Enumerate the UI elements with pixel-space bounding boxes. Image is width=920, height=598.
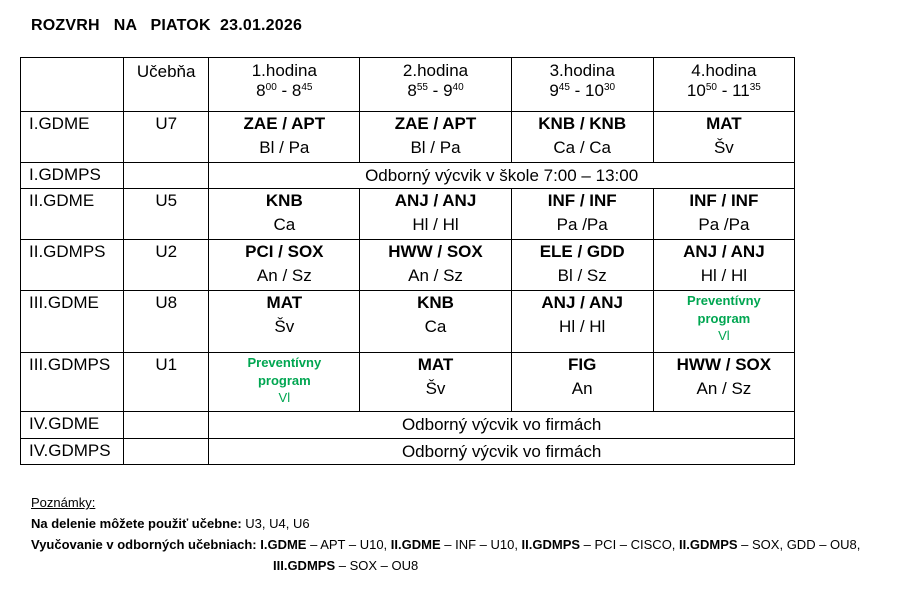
room-cell: U7: [124, 112, 209, 163]
notes-segment: II.GDMPS: [679, 537, 738, 552]
class-name: II.GDMPS: [21, 240, 124, 291]
lesson-teacher: Bl / Pa: [259, 138, 310, 157]
lesson-cell: [209, 189, 360, 240]
lesson-cell: [360, 240, 511, 291]
lesson-teacher: Ca: [424, 317, 447, 336]
notes-line-classrooms: [31, 513, 860, 534]
class-row: [21, 353, 795, 412]
period-end-hour: 11: [732, 81, 750, 100]
period-start-hour: 10: [686, 81, 706, 100]
lesson-cell: [209, 240, 360, 291]
room-cell: U2: [124, 240, 209, 291]
period-end-min: 45: [301, 82, 313, 93]
lesson-subject: INF / INF: [689, 191, 759, 210]
notes-line-specialized: [31, 534, 860, 555]
lesson-subject: ZAE / APT: [243, 114, 326, 133]
period-end-hour: 9: [443, 81, 453, 100]
notes-section: [31, 492, 860, 576]
schedule-table: [20, 57, 795, 465]
notes-segment: – SOX – OU8: [335, 558, 419, 573]
room-cell: [124, 412, 209, 439]
period-name: 3.hodina: [549, 61, 615, 80]
lesson-teacher: Hl / Hl: [559, 317, 606, 336]
period-time: $9^{45} - 10^{30}$: [549, 81, 616, 100]
lesson-subject: ANJ / ANJ: [683, 242, 765, 261]
period-start-min: 55: [416, 82, 428, 93]
lesson-cell: [653, 291, 794, 353]
period-time: $8^{55} - 9^{40}$: [407, 81, 464, 100]
period-start-min: 50: [705, 82, 717, 93]
span-note-cell: Odborný výcvik v škole 7:00 – 13:00: [209, 163, 795, 189]
period-start-hour: 8: [407, 81, 417, 100]
period-start-hour: 8: [256, 81, 266, 100]
header-period-2: [360, 58, 511, 112]
notes-segment: – APT – U10,: [306, 537, 391, 552]
class-name: IV.GDMPS: [21, 439, 124, 465]
lesson-teacher: Bl / Sz: [557, 266, 607, 285]
lesson-cell: [511, 112, 653, 163]
lesson-teacher: Vl: [718, 328, 730, 343]
notes-line-specialized-cont: [31, 555, 860, 576]
period-end-min: 30: [603, 82, 616, 93]
lesson-teacher: Ca / Ca: [553, 138, 612, 157]
lesson-subject: ANJ / ANJ: [394, 191, 477, 210]
room-cell: U1: [124, 353, 209, 412]
span-note-cell: Odborný výcvik vo firmách: [209, 412, 795, 439]
class-row: [21, 240, 795, 291]
lesson-subject: ZAE / APT: [394, 114, 477, 133]
lesson-teacher: An / Sz: [696, 379, 752, 398]
room-cell: [124, 163, 209, 189]
lesson-cell: [653, 189, 794, 240]
notes-segment: – INF – U10,: [440, 537, 522, 552]
lesson-subject: HWW / SOX: [388, 242, 483, 261]
notes-segment: II.GDME: [390, 537, 441, 552]
class-name: III.GDMPS: [21, 353, 124, 412]
period-start-min: 45: [558, 82, 570, 93]
preventive-program-line2: program: [697, 311, 751, 326]
lesson-cell: [511, 240, 653, 291]
notes-segment: II.GDMPS: [521, 537, 581, 552]
lesson-cell: [209, 353, 360, 412]
class-name: I.GDMPS: [21, 163, 124, 189]
lesson-teacher: Šv: [274, 317, 295, 336]
lesson-teacher: An / Sz: [408, 266, 463, 285]
span-note-cell: Odborný výcvik vo firmách: [209, 439, 795, 465]
preventive-program-line2: program: [257, 373, 311, 388]
room-cell: U5: [124, 189, 209, 240]
header-period-4: [653, 58, 794, 112]
header-corner-cell: [21, 58, 124, 112]
header-room: Učebňa: [124, 58, 209, 112]
lesson-cell: [209, 112, 360, 163]
lesson-teacher: Hl / Hl: [412, 215, 459, 234]
period-name: 1.hodina: [251, 61, 317, 80]
class-name: I.GDME: [21, 112, 124, 163]
period-name: 4.hodina: [691, 61, 757, 80]
header-period-3: [511, 58, 653, 112]
lesson-cell: [209, 291, 360, 353]
period-end-hour: 10: [585, 81, 604, 100]
class-name: IV.GDME: [21, 412, 124, 439]
lesson-teacher: An: [571, 379, 593, 398]
lesson-cell: [653, 112, 794, 163]
room-cell: U8: [124, 291, 209, 353]
class-row: [21, 163, 795, 189]
lesson-teacher: Šv: [713, 138, 734, 157]
class-name: III.GDME: [21, 291, 124, 353]
period-end-min: 35: [749, 82, 761, 93]
period-name: 2.hodina: [402, 61, 469, 80]
period-start-hour: 9: [549, 81, 559, 100]
lesson-subject: KNB / KNB: [538, 114, 627, 133]
header-row: [21, 58, 795, 112]
class-row: [21, 189, 795, 240]
class-name: II.GDME: [21, 189, 124, 240]
preventive-program-line1: Preventívny: [247, 355, 322, 370]
period-end-hour: 8: [291, 81, 302, 100]
lesson-subject: ELE / GDD: [539, 242, 625, 261]
lesson-teacher: An / Sz: [256, 266, 312, 285]
lesson-teacher: Vl: [278, 390, 291, 405]
notes-segment: – PCI – CISCO,: [580, 537, 680, 552]
class-row: [21, 439, 795, 465]
lesson-teacher: Šv: [425, 379, 446, 398]
lesson-cell: [511, 291, 653, 353]
period-time: $10^{50} - 11^{35}$: [686, 81, 761, 100]
period-end-min: 40: [452, 82, 464, 93]
notes-classrooms-value: U3, U4, U6: [241, 516, 310, 531]
lesson-teacher: Hl / Hl: [700, 266, 748, 285]
lesson-subject: INF / INF: [547, 191, 617, 210]
lesson-subject: ANJ / ANJ: [541, 293, 623, 312]
period-time: $8^{00} - 8^{45}$: [256, 81, 313, 100]
lesson-cell: [511, 353, 653, 412]
lesson-teacher: Pa /Pa: [556, 215, 608, 234]
notes-classrooms-label: Na delenie môžete použiť učebne:: [31, 516, 242, 531]
class-row: [21, 412, 795, 439]
lesson-cell: [360, 291, 511, 353]
class-row: [21, 112, 795, 163]
lesson-subject: KNB: [417, 293, 454, 312]
lesson-subject: MAT: [417, 355, 454, 374]
page-title: ROZVRH NA PIATOK 23.01.2026: [31, 17, 303, 34]
lesson-teacher: Bl / Pa: [410, 138, 461, 157]
lesson-cell: [360, 353, 511, 412]
lesson-subject: KNB: [265, 191, 303, 210]
lesson-cell: [360, 112, 511, 163]
notes-segment: – SOX, GDD – OU8,: [737, 537, 861, 552]
header-period-1: [209, 58, 360, 112]
period-start-min: 00: [265, 82, 277, 93]
lesson-subject: FIG: [568, 355, 597, 374]
lesson-subject: MAT: [706, 114, 742, 133]
preventive-program-line1: Preventívny: [687, 293, 761, 308]
lesson-subject: PCI / SOX: [245, 242, 324, 261]
lesson-cell: [511, 189, 653, 240]
notes-segment: Vyučovanie v odborných učebniach: I.GDME: [31, 537, 307, 552]
lesson-teacher: Ca: [273, 215, 296, 234]
notes-segment: III.GDMPS: [273, 558, 336, 573]
lesson-teacher: Pa /Pa: [698, 215, 750, 234]
room-cell: [124, 439, 209, 465]
lesson-cell: [653, 240, 794, 291]
lesson-subject: MAT: [266, 293, 303, 312]
lesson-subject: HWW / SOX: [676, 355, 772, 374]
class-row: [21, 291, 795, 353]
lesson-cell: [653, 353, 794, 412]
lesson-cell: [360, 189, 511, 240]
notes-heading: Poznámky:: [31, 495, 96, 510]
